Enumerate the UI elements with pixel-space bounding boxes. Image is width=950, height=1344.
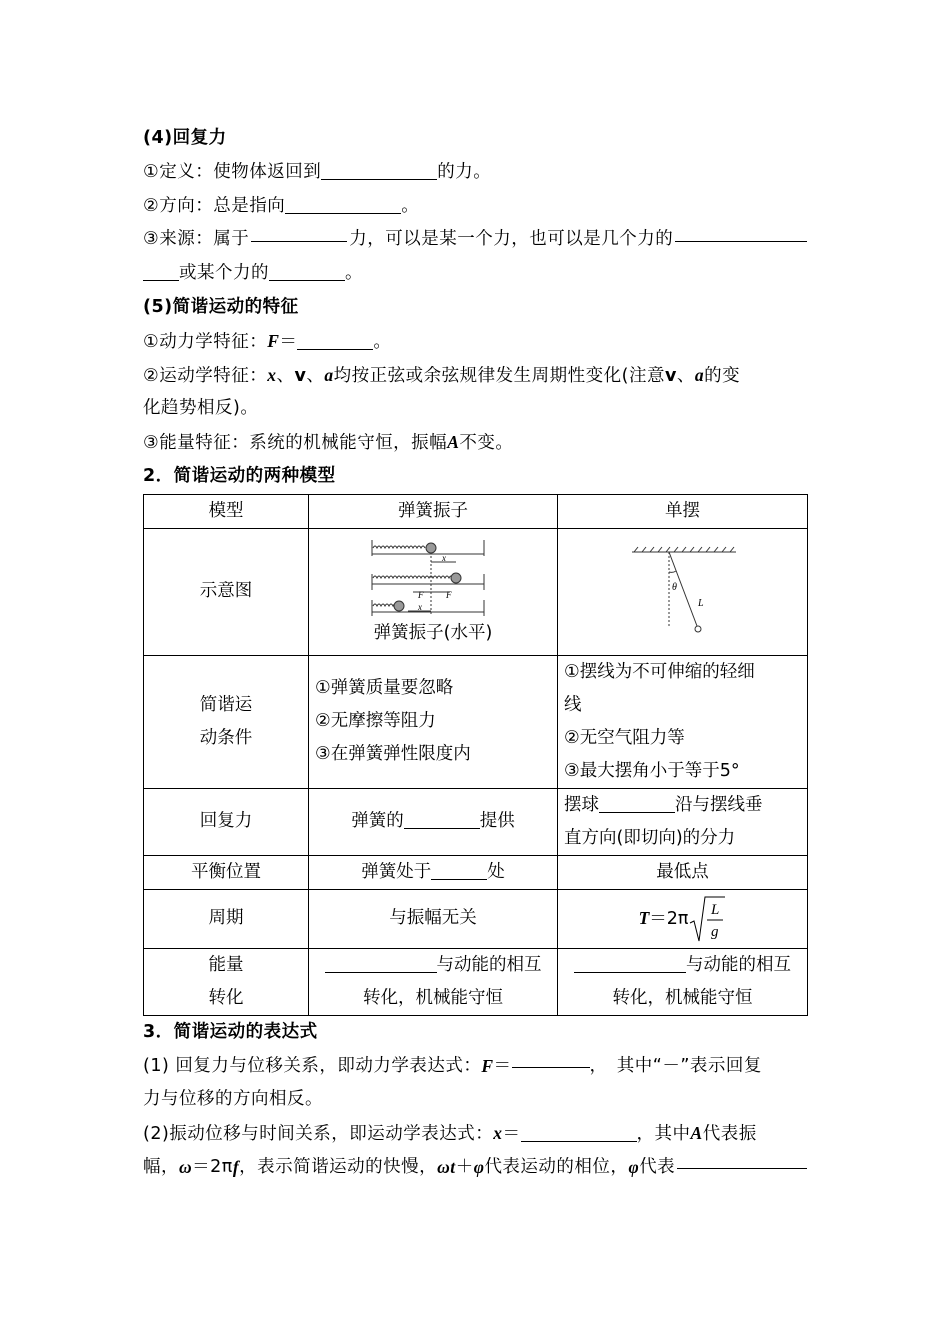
kinematics-expression-cont: 幅， ω ＝2π f ，表示简谐运动的快慢， ωt ＋ φ 代表运动的相位， φ 代表 bbox=[143, 1151, 807, 1185]
header-cell: 弹簧振子 bbox=[309, 494, 558, 528]
blank bbox=[574, 954, 686, 973]
row-label: 周期 bbox=[144, 889, 309, 948]
restoring-source-cont: 或某个力的 。 bbox=[143, 257, 807, 291]
simple-pendulum-diagram bbox=[628, 542, 738, 642]
numerator: L bbox=[711, 901, 720, 918]
label-x: x bbox=[418, 601, 422, 612]
table-row bbox=[144, 788, 808, 855]
blank bbox=[677, 1151, 807, 1170]
kinematics-expression: (2)振动位移与时间关系，即运动学表达式：x＝ ，其中A代表振 bbox=[143, 1123, 757, 1145]
kinematics-feature: ②运动学特征：x、v、a均按正弦或余弦规律发生周期性变化(注意v、a的变 bbox=[143, 364, 741, 386]
document-page bbox=[143, 122, 807, 1185]
label-force: F bbox=[418, 589, 424, 600]
models-table bbox=[143, 494, 808, 1016]
blank bbox=[599, 794, 675, 813]
row-label: 回复力 bbox=[144, 788, 309, 855]
restoring-definition: ①定义：使物体返回到 的力。 bbox=[143, 161, 492, 182]
header-cell: 模型 bbox=[144, 494, 309, 528]
heading-two-models: 2．简谐运动的两种模型 bbox=[143, 465, 336, 486]
section5-title: (5)简谐运动的特征 bbox=[143, 296, 299, 317]
blank bbox=[521, 1124, 637, 1143]
spring-caption: 弹簧振子(水平) bbox=[373, 622, 493, 643]
pendulum-bob bbox=[695, 626, 701, 632]
blank bbox=[297, 331, 373, 350]
spring-energy: 与动能的相互 转化，机械能守恒 bbox=[309, 948, 558, 1015]
spring-oscillator-diagram bbox=[368, 538, 498, 618]
label-force: F bbox=[446, 589, 452, 600]
table-row bbox=[144, 528, 808, 655]
blank bbox=[675, 223, 807, 242]
row-label: 能量 转化 bbox=[144, 948, 309, 1015]
pendulum-conditions: ①摆线为不可伸缩的轻细 线 ②无空气阻力等 ③最大摆角小于等于5° bbox=[558, 655, 808, 788]
dynamics-feature: ①动力学特征：F＝ 。 bbox=[143, 330, 392, 352]
blank bbox=[431, 861, 487, 880]
label-theta: θ bbox=[671, 581, 677, 593]
pendulum-diagram-cell bbox=[558, 528, 808, 655]
kinematics-feature-cont: 化趋势相反)。 bbox=[143, 398, 259, 419]
oscillator-ball bbox=[426, 543, 436, 553]
denominator: g bbox=[711, 923, 719, 940]
oscillator-ball bbox=[451, 573, 461, 583]
energy-feature: ③能量特征：系统的机械能守恒，振幅A不变。 bbox=[143, 432, 514, 454]
label-length: L bbox=[697, 597, 704, 609]
spring-conditions: ①弹簧质量要忽略 ②无摩擦等阻力 ③在弹簧弹性限度内 bbox=[309, 655, 558, 788]
dynamics-expression-cont: 力与位移的方向相反。 bbox=[143, 1089, 323, 1110]
restoring-source: ③来源：属于 力，可以是某一个力，也可以是几个力的 bbox=[143, 223, 807, 257]
sqrt-fraction bbox=[688, 893, 726, 945]
pendulum-equilibrium: 最低点 bbox=[558, 855, 808, 889]
row-label: 示意图 bbox=[144, 528, 309, 655]
table-row bbox=[144, 889, 808, 948]
section4-title: (4)回复力 bbox=[143, 128, 227, 148]
blank bbox=[321, 161, 437, 180]
blank bbox=[251, 223, 347, 242]
dynamics-expression: (1) 回复力与位移关系，即动力学表达式： F ＝ ， 其中“－”表示回复 bbox=[143, 1050, 807, 1084]
spring-equilibrium: 弹簧处于 处 bbox=[309, 855, 558, 889]
blank bbox=[143, 263, 179, 282]
header-cell: 单摆 bbox=[558, 494, 808, 528]
blank bbox=[325, 954, 437, 973]
oscillator-ball bbox=[394, 601, 404, 611]
table-header-row bbox=[144, 494, 808, 528]
heading-expression: 3．简谐运动的表达式 bbox=[143, 1021, 318, 1042]
table-row bbox=[144, 655, 808, 788]
spring-restoring: 弹簧的 提供 bbox=[309, 788, 558, 855]
row-label: 简谐运 动条件 bbox=[144, 655, 309, 788]
pendulum-restoring: 摆球 沿与摆线垂 直方向(即切向)的分力 bbox=[558, 788, 808, 855]
spring-period: 与振幅无关 bbox=[309, 889, 558, 948]
spring-diagram-cell bbox=[309, 528, 558, 655]
restoring-direction: ②方向：总是指向 。 bbox=[143, 195, 420, 216]
pendulum-energy: 与动能的相互 转化，机械能守恒 bbox=[558, 948, 808, 1015]
table-row bbox=[144, 948, 808, 1015]
table-row bbox=[144, 855, 808, 889]
blank bbox=[285, 195, 401, 214]
blank bbox=[512, 1050, 590, 1069]
blank bbox=[269, 263, 345, 282]
label-x: x bbox=[442, 552, 446, 563]
row-label: 平衡位置 bbox=[144, 855, 309, 889]
blank bbox=[404, 811, 480, 830]
pendulum-period-formula: T＝2π L g bbox=[558, 889, 808, 948]
